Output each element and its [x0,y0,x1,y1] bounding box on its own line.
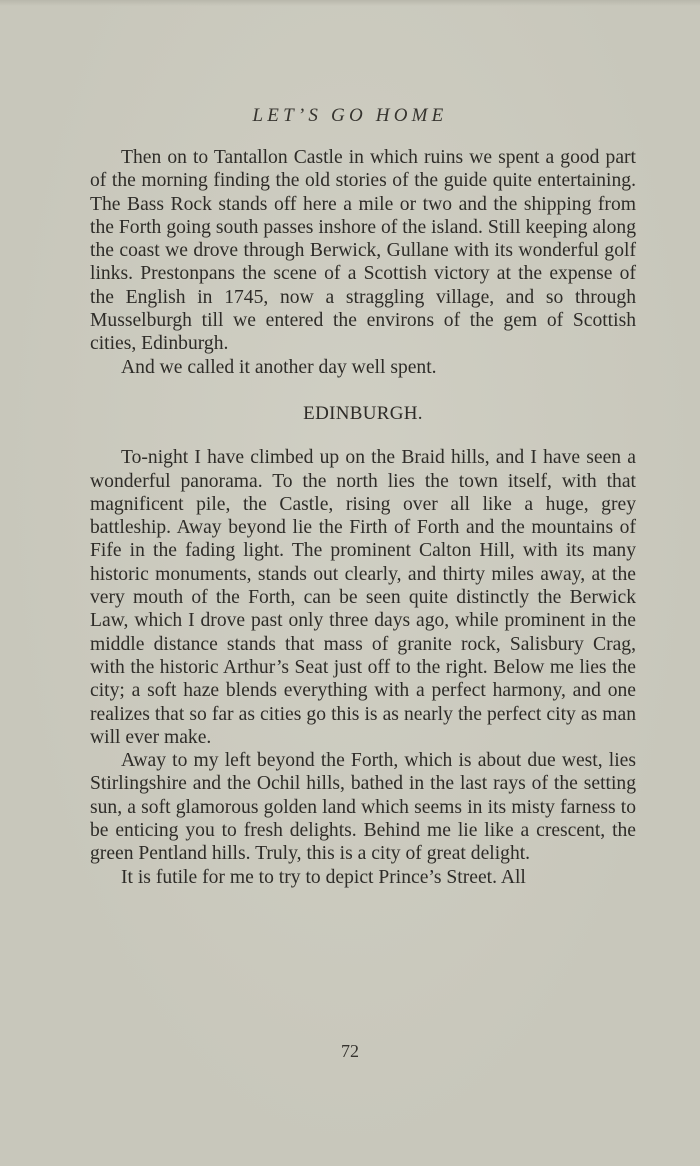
paragraph: Then on to Tantallon Castle in which ruins we spent a good part of the morning finding the old stories of the guide quite entertaining. The Bass Rock stands off here a mile or two and the shipping from the Forth going south passes inshore of the island. Still keeping along the coast we drove through Berwick, Gullane with its wonderful golf links. Prestonpans the scene of a Scottish victory at the expense of the English in 1745, now a straggling village, and so through Musselburgh till we entered the environs of the gem of Scottish cities, Edinburgh. [90,147,636,355]
running-head: LET’S GO HOME [252,105,448,126]
section-heading: EDINBURGH. [303,402,423,424]
page-edge-shadow [0,0,700,6]
paragraph: To-night I have climbed up on the Braid hills, and I have seen a wonderful panorama. To the north lies the town itself, with that magnificent pile, the Castle, rising over all like a huge, grey battleship. Away beyond lie the Firth of Forth and the mountains of Fife in the fading light. The prominent Calton Hill, with its many historic monuments, stands out clearly, and thirty miles away, at the very mouth of the Forth, can be seen quite distinctly the Berwick Law, which I drove past only three days ago, while prominent in the middle distance stands that mass of granite rock, Salisbury Crag, with the historic Arthur’s Seat just off to the right. Below me lies the city; a soft haze blends everything with a perfect harmony, and one realizes that so far as cities go this is as nearly the perfect city as man will ever make. [90,447,636,748]
paragraph: And we called it another day well spent. [121,356,437,378]
body-text [90,146,636,889]
paragraph: Away to my left beyond the Forth, which is about due west, lies Stirlingshire and the Ochil hills, bathed in the last rays of the setting sun, a soft glamorous golden land which seems in its misty farness to be enticing you to fresh delights. Behind me lie like a crescent, the green Pentland hills. Truly, this is a city of great delight. [90,750,636,865]
paragraph: It is futile for me to try to depict Prince’s Street. All [121,866,526,888]
page-number: 72 [341,1041,359,1061]
